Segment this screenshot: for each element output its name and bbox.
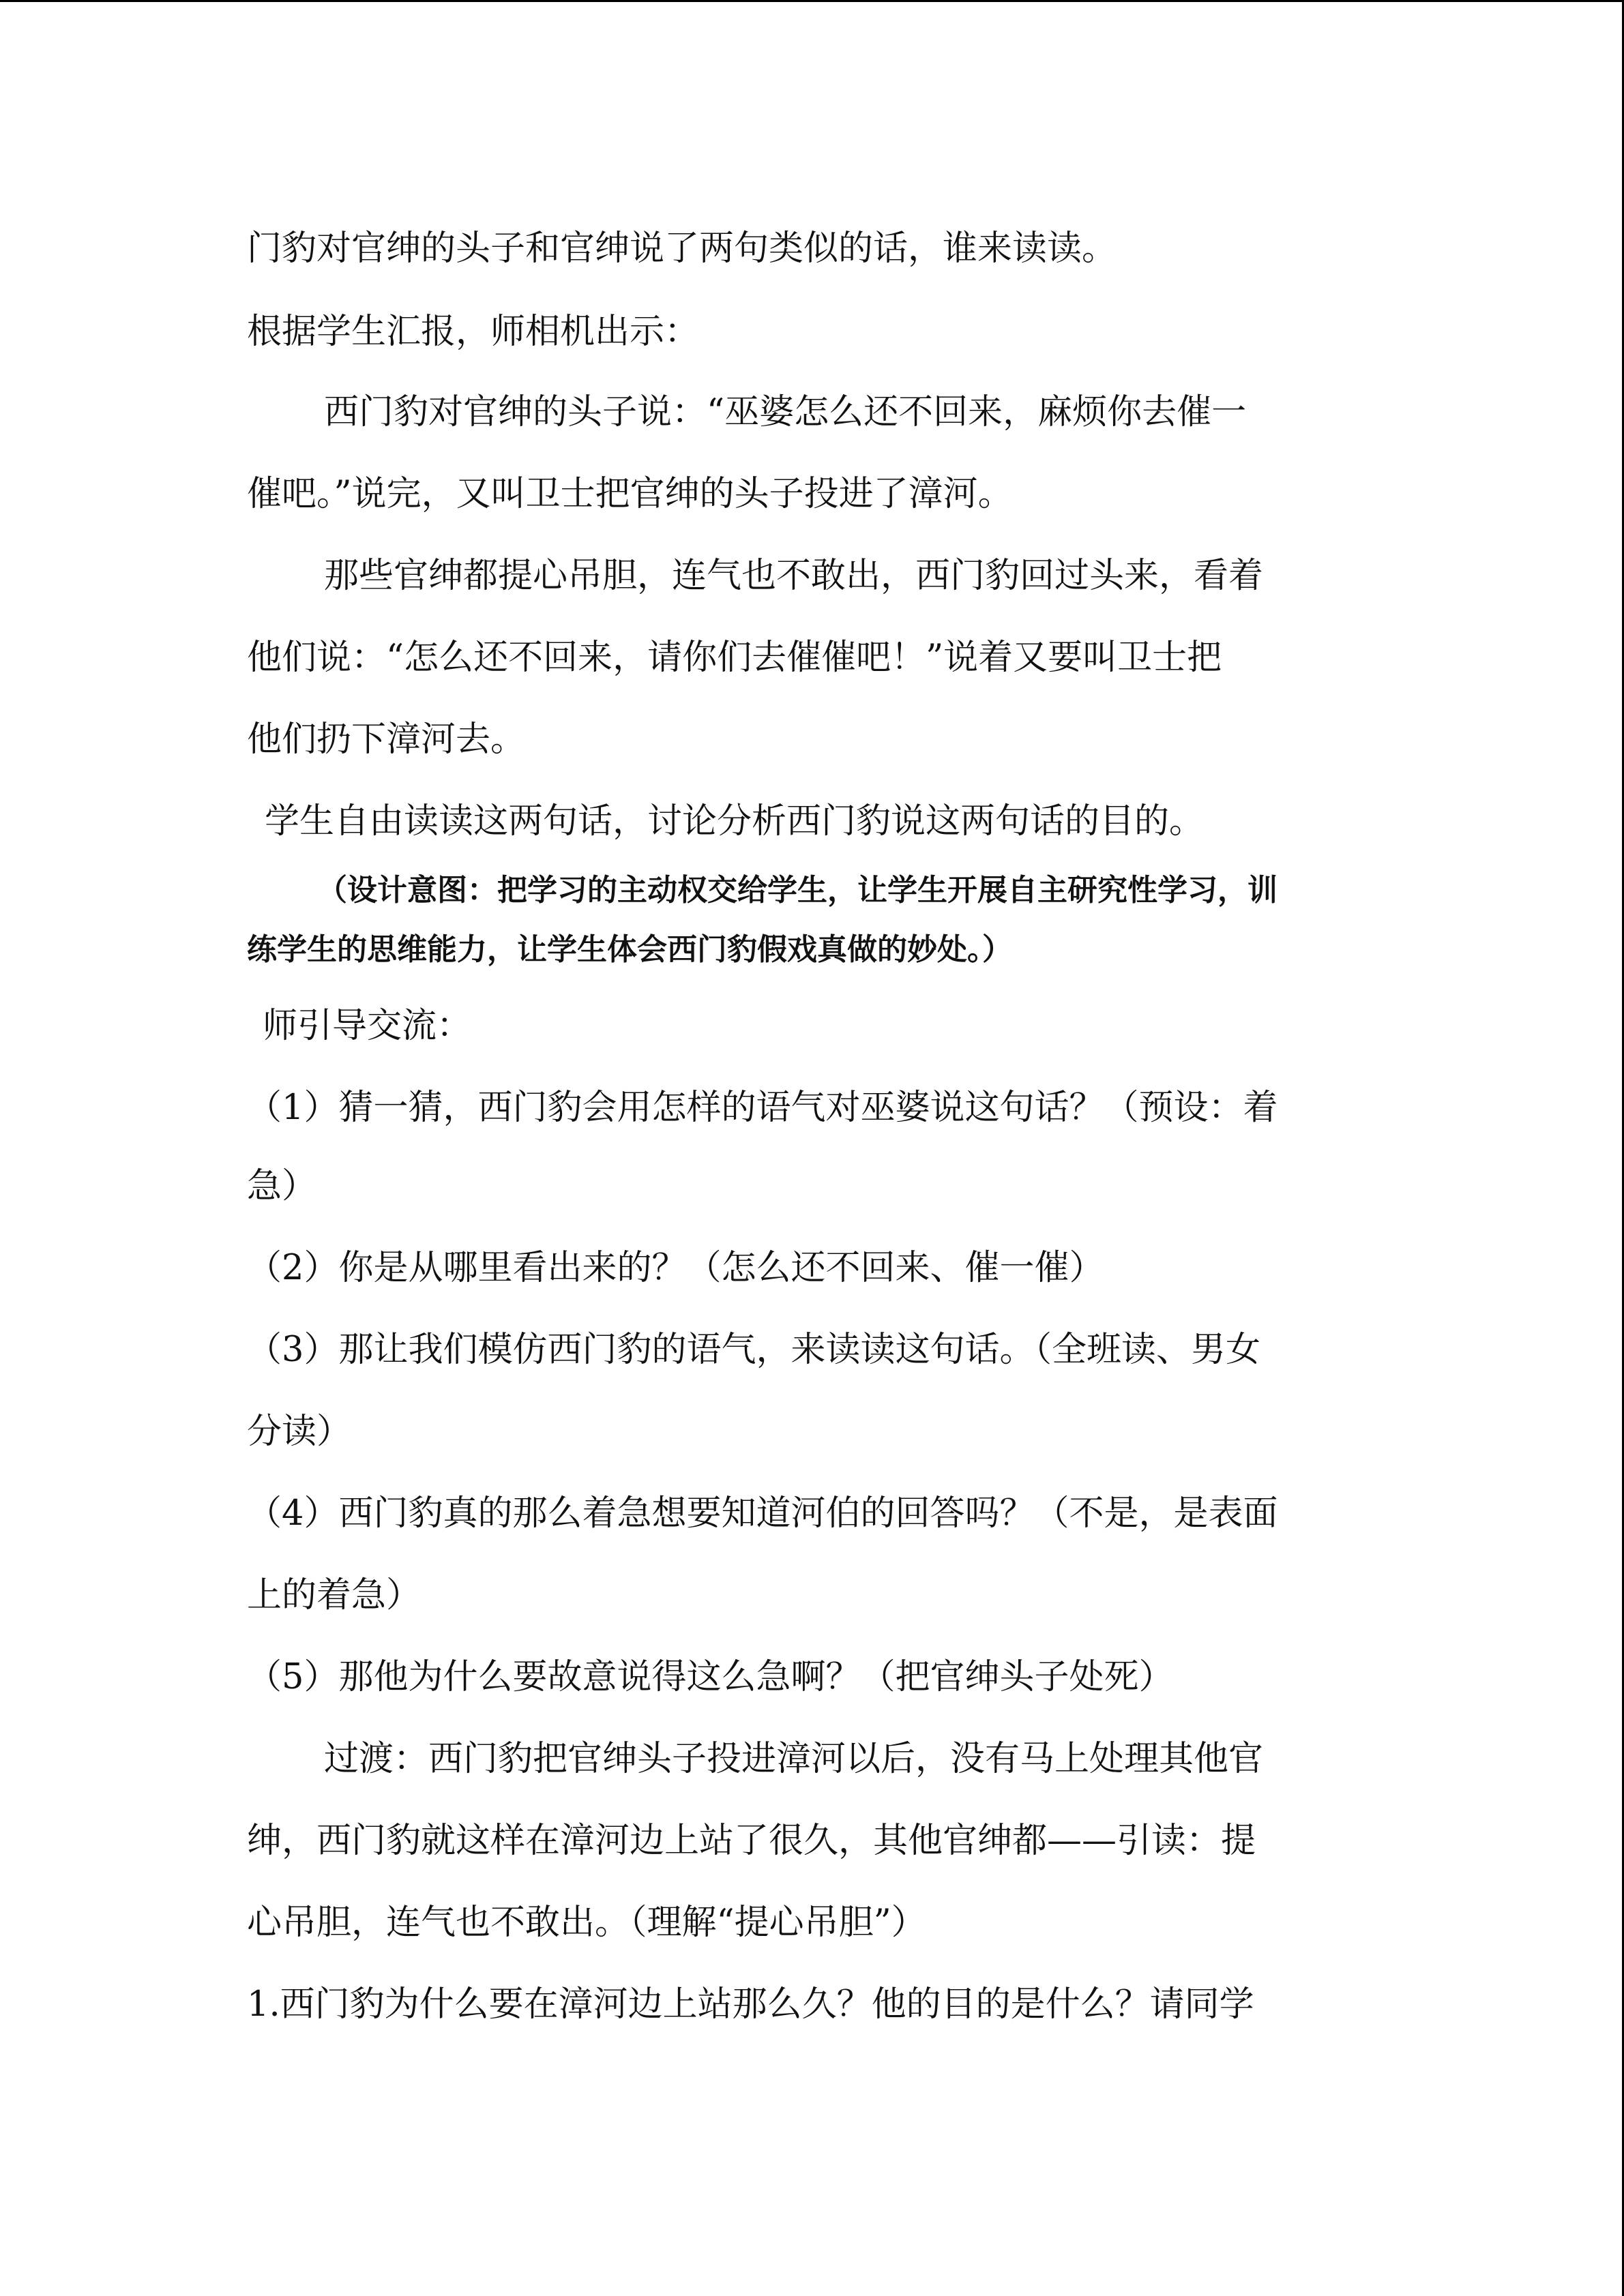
text-line-11: 师引导交流：: [263, 1006, 472, 1046]
text-line-16: 分读）: [247, 1412, 352, 1452]
page-border-top: [0, 0, 1624, 2]
text-line-5: 那些官绅都提心吊胆，连气也不敢出，西门豹回过头来，看着: [324, 556, 1264, 596]
text-line-17: （4）西门豹真的那么着急想要知道河伯的回答吗？（不是，是表面: [247, 1493, 1278, 1534]
text-line-22: 心吊胆，连气也不敢出。（理解“提心吊胆”）: [247, 1903, 926, 1943]
text-line-2: 根据学生汇报，师相机出示：: [247, 312, 700, 352]
text-line-18: 上的着急）: [247, 1575, 422, 1615]
text-line-21: 绅，西门豹就这样在漳河边上站了很久，其他官绅都——引读：提: [247, 1821, 1256, 1861]
text-line-12: （1）猜一猜，西门豹会用怎样的语气对巫婆说这句话？（预设：着: [247, 1088, 1278, 1128]
text-line-14: （2）你是从哪里看出来的？（怎么还不回来、催一催）: [247, 1248, 1104, 1288]
text-line-1: 门豹对官绅的头子和官绅说了两句类似的话，谁来读读。: [247, 228, 1117, 269]
design-intent-line-1: （设计意图：把学习的主动权交给学生，让学生开展自主研究性学习，训: [317, 873, 1278, 908]
text-line-15: （3）那让我们模仿西门豹的语气，来读读这句话。（全班读、男女: [247, 1330, 1260, 1370]
text-line-7: 他们扔下漳河去。: [247, 719, 526, 760]
text-line-20: 过渡：西门豹把官绅头子投进漳河以后，没有马上处理其他官: [324, 1739, 1264, 1779]
text-line-3: 西门豹对官绅的头子说：“巫婆怎么还不回来，麻烦你去催一: [324, 392, 1247, 432]
text-line-4: 催吧。”说完，又叫卫士把官绅的头子投进了漳河。: [247, 474, 1013, 514]
text-line-23: 1.西门豹为什么要在漳河边上站那么久？他的目的是什么？请同学: [247, 1984, 1254, 2025]
text-line-19: （5）那他为什么要故意说得这么急啊？（把官绅头子处死）: [247, 1657, 1174, 1697]
text-line-8: 学生自由读读这两句话，讨论分析西门豹说这两句话的目的。: [265, 801, 1205, 841]
text-line-6: 他们说：“怎么还不回来，请你们去催催吧！”说着又要叫卫士把: [247, 638, 1222, 678]
text-line-13: 急）: [247, 1166, 317, 1206]
design-intent-line-2: 练学生的思维能力，让学生体会西门豹假戏真做的妙处。）: [247, 932, 1012, 967]
